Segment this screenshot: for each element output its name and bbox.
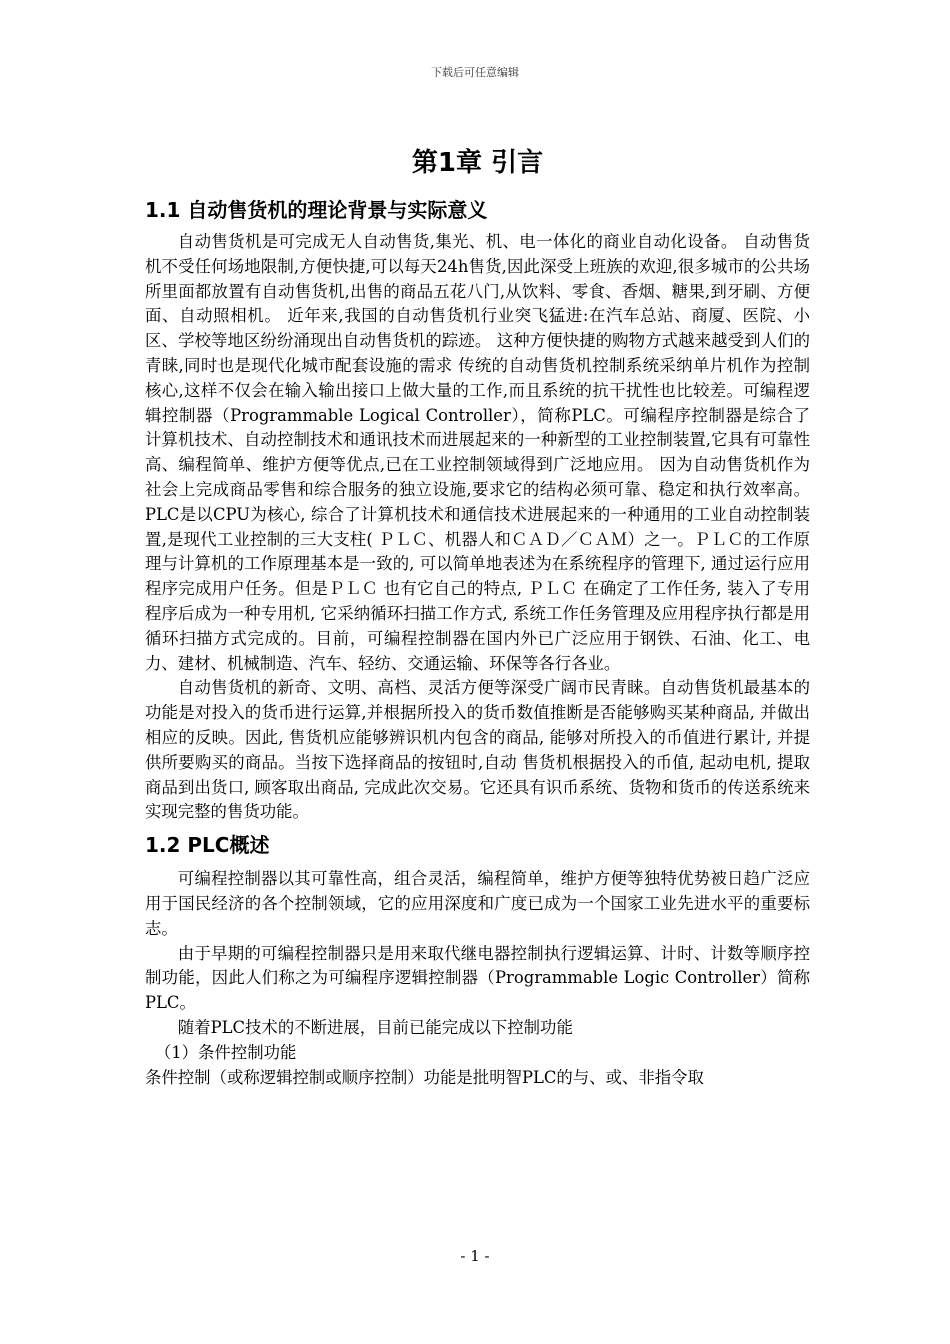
body-paragraph: 随着PLC技术的不断进展，目前已能完成以下控制功能 xyxy=(177,1017,573,1037)
chapter-title: 第1章 引言 xyxy=(411,148,544,178)
section-title-1-2: 1.2 PLC概述 xyxy=(145,833,270,858)
header-note: 下载后可任意编辑 xyxy=(431,66,519,79)
page-content xyxy=(145,138,810,1090)
body-paragraph: 条件控制（或称逻辑控制或顺序控制）功能是批明智PLC的与、或、非指令取 xyxy=(145,1067,704,1087)
body-paragraph: 自动售货机的新奇、文明、高档、灵活方便等深受广阔市民青睐。自动售货机最基本的功能是对投入的货币进行运算,并根据所投入的货币数值推断是否能够购买某种商品, 并做出相应的反映。因此, 售货机应能够辨识机内包含的商品, 能够对所投入的币值进行累计, 并提供所要购买的商品。当按下选择商品的按钮时,自动 售货机根据投入的币值, 起动电机, 提取商品到出货口, 顾客取出商品, 完成此次交易。它还具有识币系统、货物和货币的传送系统来实现完整的售货功能。 xyxy=(145,678,810,822)
page-number: - 1 - xyxy=(460,1247,490,1265)
body-paragraph: 由于早期的可编程控制器只是用来取代继电器控制执行逻辑运算、计时、计数等顺序控制功能，因此人们称之为可编程序逻辑控制器（Programmable Logic Controller）简称PLC。 xyxy=(145,943,810,1013)
body-paragraph: 可编程控制器以其可靠性高，组合灵活，编程简单，维护方便等独特优势被日趋广泛应用于国民经济的各个控制领域，它的应用深度和广度已成为一个国家工业先进水平的重要标志。 xyxy=(145,869,810,938)
list-item-heading: （1）条件控制功能 xyxy=(154,1042,297,1062)
body-paragraph: 自动售货机是可完成无人自动售货,集光、机、电一体化的商业自动化设备。 自动售货机不受任何场地限制,方便快捷,可以每天24h售货,因此深受上班族的欢迎,很多城市的公共场所里面都放置有自动售货机,出售的商品五花八门,从饮料、零食、香烟、糖果,到牙刷、方便面、自动照相机。 近年来,我国的自动售货机行业突飞猛进:在汽车总站、商厦、医院、小区、学校等地区纷纷涌现出自动售货机的踪迹。 这种方便快捷的购物方式越来越受到人们的青睐,同时也是现代化城市配套设施的需求 传统的自动售货机控制系统采纳单片机作为控制核心,这样不仅会在输入输出接口上做大量的工作,而且系统的抗干扰性也比较差。可编程逻辑控制器（Programmable Logical Controller），简称PLC。可编程序控制器是综合了计算机技术、自动控制技术和通讯技术而进展起来的一种新型的工业控制装置,它具有可靠性高、编程简单、维护方便等优点,已在工业控制领域得到广泛地应用。 因为自动售货机作为社会上完成商品零售和综合服务的独立设施,要求它的结构必须可靠、稳定和执行效率高。PLC是以CPU为核心, 综合了计算机技术和通信技术进展起来的一种通用的工业自动控制装置,是现代工业控制的三大支柱( ＰＬＣ、机器人和ＣＡＤ／ＣＡＭ）之一。ＰＬＣ的工作原理与计算机的工作原理基本是一致的, 可以简单地表述为在系统程序的管理下, 通过运行应用程序完成用户任务。但是ＰＬＣ 也有它自己的特点, ＰＬＣ 在确定了工作任务, 装入了专用程序后成为一种专用机, 它采纳循环扫描工作方式, 系统工作任务管理及应用程序执行都是用循环扫描方式完成的。目前，可编程控制器在国内外已广泛应用于钢铁、石油、化工、电力、建材、机械制造、汽车、轻纺、交通运输、环保等各行各业。 xyxy=(145,232,810,673)
section-title-1-1: 1.1 自动售货机的理论背景与实际意义 xyxy=(145,198,488,222)
